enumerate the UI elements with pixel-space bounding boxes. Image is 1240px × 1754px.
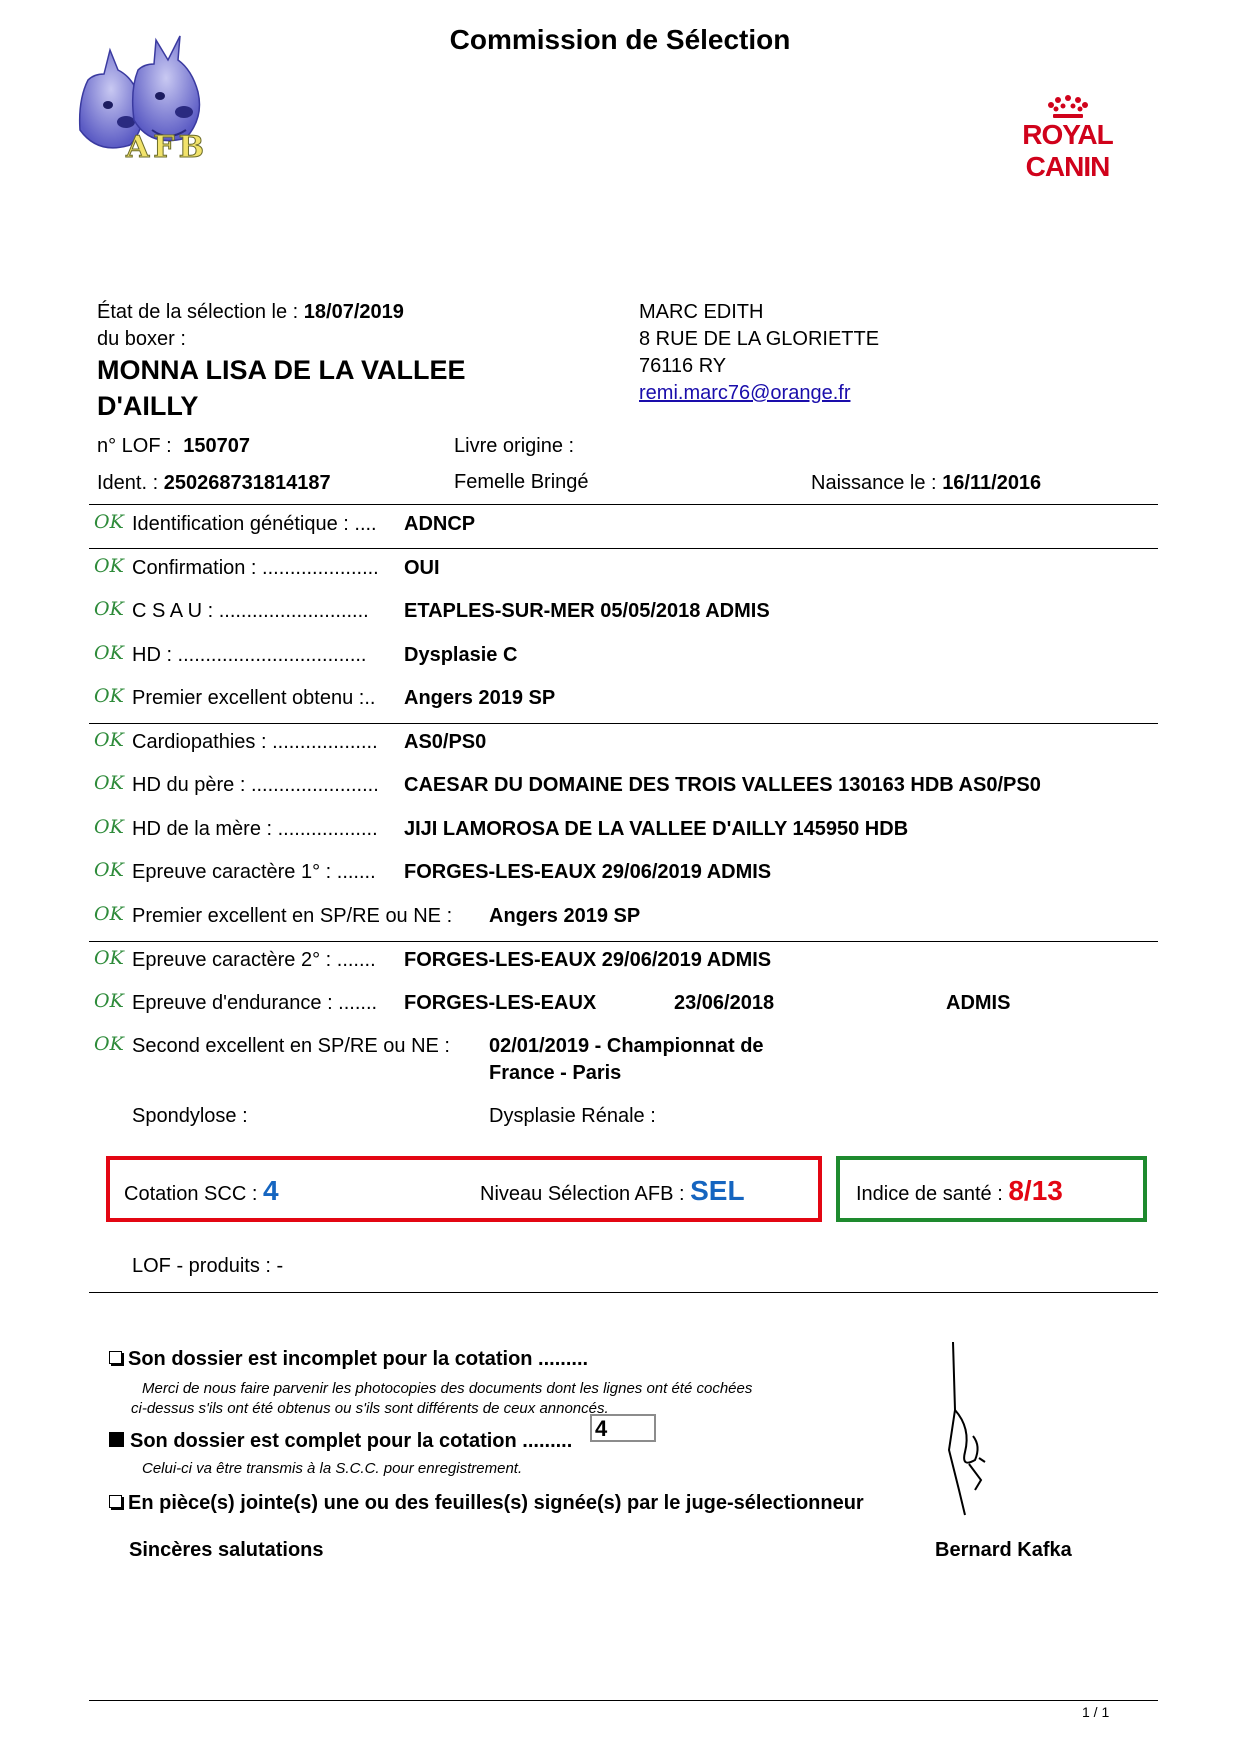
lof-produits: LOF - produits : - bbox=[132, 1255, 284, 1277]
etat-label: État de la sélection le : bbox=[97, 301, 299, 323]
ok-check-icon: OK bbox=[94, 642, 124, 664]
ok-check-icon: OK bbox=[94, 947, 124, 969]
complete-cotation-box: 4 bbox=[590, 1414, 656, 1442]
ok-check-icon: OK bbox=[94, 859, 124, 881]
dysplasie-renale-label: Dysplasie Rénale : bbox=[489, 1105, 656, 1127]
divider bbox=[89, 504, 1158, 505]
livre-origine-label: Livre origine : bbox=[454, 435, 575, 457]
confirmation-label: Confirmation : ..................... bbox=[132, 557, 379, 579]
endurance-date: 23/06/2018 bbox=[674, 992, 775, 1014]
first-excellent-value: Angers 2019 SP bbox=[404, 687, 556, 709]
naissance-line bbox=[811, 472, 1041, 495]
niveau-value: SEL bbox=[690, 1175, 745, 1206]
complete-note: Celui-ci va être transmis à la S.C.C. pour enregistrement. bbox=[142, 1460, 523, 1477]
incomplete-title: Son dossier est incomplet pour la cotation ......... bbox=[128, 1348, 589, 1370]
afb-boxer-logo bbox=[68, 30, 228, 170]
complete-line bbox=[109, 1430, 572, 1453]
genetic-id-value: ADNCP bbox=[404, 513, 476, 535]
lof-line bbox=[97, 435, 250, 458]
etat-line bbox=[97, 301, 404, 324]
genetic-id-label: Identification génétique : .... bbox=[132, 513, 377, 535]
ok-check-icon: OK bbox=[94, 729, 124, 751]
character-test-2-value: FORGES-LES-EAUX 29/06/2019 ADMIS bbox=[404, 949, 772, 971]
ident-label: Ident. : bbox=[97, 472, 159, 494]
niveau-line bbox=[480, 1175, 745, 1207]
afb-logo-text: AFB bbox=[126, 130, 208, 165]
health-index-box bbox=[836, 1156, 1147, 1222]
naissance-label: Naissance le : bbox=[811, 472, 937, 494]
character-test-1-label: Epreuve caractère 1° : ....... bbox=[132, 861, 376, 883]
cotation-label: Cotation SCC : bbox=[124, 1183, 258, 1205]
cardiopathies-label: Cardiopathies : ................... bbox=[132, 731, 378, 753]
lof-label: n° LOF : bbox=[97, 435, 172, 457]
ok-check-icon: OK bbox=[94, 816, 124, 838]
ok-check-icon: OK bbox=[94, 511, 124, 533]
ok-check-icon: OK bbox=[94, 990, 124, 1012]
sante-line bbox=[856, 1175, 1063, 1207]
cotation-value: 4 bbox=[262, 1175, 279, 1206]
ok-check-icon: OK bbox=[94, 903, 124, 925]
royal-canin-logo bbox=[985, 95, 1150, 182]
confirmation-value: OUI bbox=[404, 557, 440, 579]
etat-date: 18/07/2019 bbox=[303, 301, 404, 323]
ok-check-icon: OK bbox=[94, 772, 124, 794]
cardiopathies-value: AS0/PS0 bbox=[404, 731, 487, 753]
page-number: 1 / 1 bbox=[1082, 1704, 1110, 1720]
judge-name: Bernard Kafka bbox=[935, 1539, 1072, 1561]
hd-label: HD : .................................. bbox=[132, 644, 367, 666]
second-excellent-value-line2: France - Paris bbox=[489, 1062, 622, 1084]
lof-value: 150707 bbox=[183, 435, 250, 457]
ok-check-icon: OK bbox=[94, 555, 124, 577]
first-excellent-label: Premier excellent obtenu :.. bbox=[132, 687, 376, 709]
attached-line bbox=[109, 1492, 864, 1515]
divider bbox=[89, 548, 1158, 549]
first-excellent-sp-value: Angers 2019 SP bbox=[489, 905, 641, 927]
divider bbox=[89, 723, 1158, 724]
attached-title: En pièce(s) jointe(s) une ou des feuilles(s) signée(s) par le juge-sélectionneur bbox=[128, 1492, 864, 1514]
crown-icon bbox=[1045, 95, 1091, 121]
naissance-value: 16/11/2016 bbox=[942, 472, 1042, 494]
signature-image bbox=[935, 1340, 1005, 1520]
endurance-label: Epreuve d'endurance : ....... bbox=[132, 992, 378, 1014]
endurance-place: FORGES-LES-EAUX bbox=[404, 992, 597, 1014]
divider bbox=[89, 1700, 1158, 1701]
owner-address: 8 RUE DE LA GLORIETTE bbox=[639, 328, 880, 350]
complete-title: Son dossier est complet pour la cotation ......... bbox=[130, 1430, 573, 1452]
cotation-line bbox=[124, 1175, 279, 1207]
incomplete-note-2: ci-dessus s'ils ont été obtenus ou s'ils sont différents de ceux annoncés. bbox=[131, 1400, 609, 1417]
second-excellent-label: Second excellent en SP/RE ou NE : bbox=[132, 1035, 450, 1057]
checkbox-empty-icon bbox=[109, 1495, 122, 1508]
second-excellent-value-line1: 02/01/2019 - Championnat de bbox=[489, 1035, 764, 1057]
boxer-label: du boxer : bbox=[97, 328, 186, 350]
page-title: Commission de Sélection bbox=[449, 24, 791, 55]
salutations: Sincères salutations bbox=[129, 1539, 324, 1561]
spondylose-label: Spondylose : bbox=[132, 1105, 248, 1127]
first-excellent-sp-label: Premier excellent en SP/RE ou NE : bbox=[132, 905, 453, 927]
sante-label: Indice de santé : bbox=[856, 1183, 1003, 1205]
selection-rating-box bbox=[106, 1156, 822, 1222]
hd-father-value: CAESAR DU DOMAINE DES TROIS VALLEES 130163 HDB AS0/PS0 bbox=[404, 774, 1041, 796]
checkbox-filled-icon bbox=[109, 1432, 124, 1447]
sex-color: Femelle Bringé bbox=[454, 471, 589, 493]
divider bbox=[89, 941, 1158, 942]
character-test-2-label: Epreuve caractère 2° : ....... bbox=[132, 949, 376, 971]
csau-value: ETAPLES-SUR-MER 05/05/2018 ADMIS bbox=[404, 600, 770, 622]
owner-email-link[interactable]: remi.marc76@orange.fr bbox=[639, 382, 851, 404]
ident-value: 250268731814187 bbox=[163, 472, 331, 494]
endurance-result: ADMIS bbox=[946, 992, 1011, 1014]
royal-canin-text: ROYAL CANIN bbox=[1022, 119, 1113, 182]
dog-name-line1: MONNA LISA DE LA VALLEE bbox=[97, 355, 466, 385]
checkbox-empty-icon bbox=[109, 1351, 122, 1364]
csau-label: C S A U : ........................... bbox=[132, 600, 369, 622]
hd-father-label: HD du père : ....................... bbox=[132, 774, 379, 796]
ok-check-icon: OK bbox=[94, 1033, 124, 1055]
divider bbox=[89, 1292, 1158, 1293]
ok-check-icon: OK bbox=[94, 685, 124, 707]
dog-name-line2: D'AILLY bbox=[97, 391, 199, 421]
sante-value: 8/13 bbox=[1008, 1175, 1063, 1206]
incomplete-line bbox=[109, 1348, 588, 1371]
hd-value: Dysplasie C bbox=[404, 644, 518, 666]
owner-city: 76116 RY bbox=[639, 355, 727, 377]
owner-name: MARC EDITH bbox=[639, 301, 764, 323]
ok-check-icon: OK bbox=[94, 598, 124, 620]
hd-mother-label: HD de la mère : .................. bbox=[132, 818, 378, 840]
ident-line bbox=[97, 472, 331, 495]
hd-mother-value: JIJI LAMOROSA DE LA VALLEE D'AILLY 145950 HDB bbox=[404, 818, 909, 840]
character-test-1-value: FORGES-LES-EAUX 29/06/2019 ADMIS bbox=[404, 861, 772, 883]
incomplete-note-1: Merci de nous faire parvenir les photocopies des documents dont les lignes ont été cochées bbox=[142, 1380, 753, 1397]
niveau-label: Niveau Sélection AFB : bbox=[480, 1183, 685, 1205]
